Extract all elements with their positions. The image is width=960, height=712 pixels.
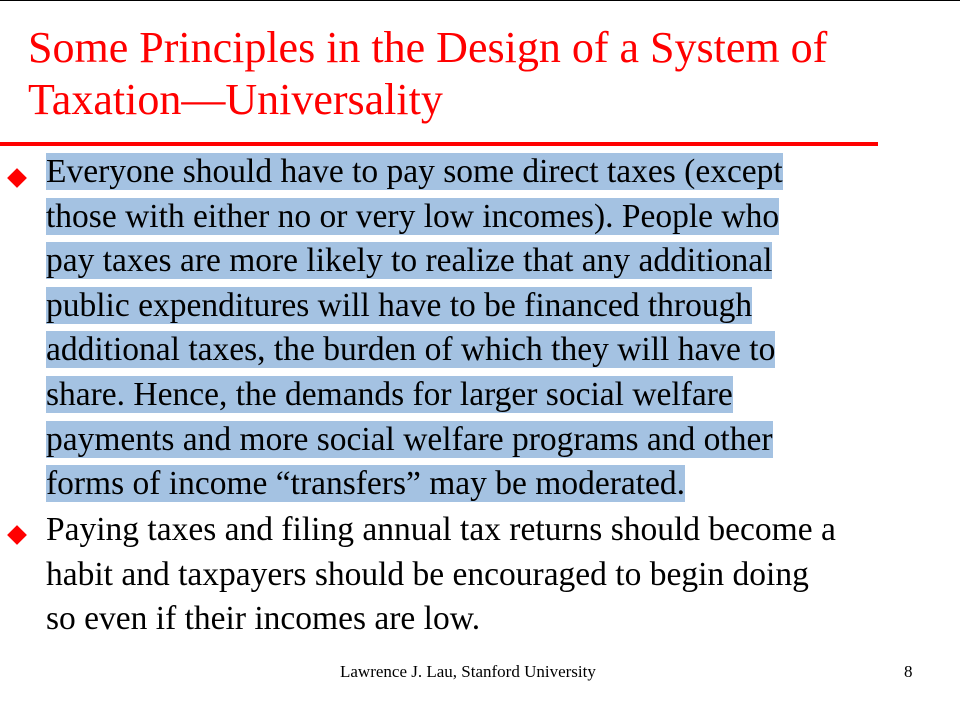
bullet-line xyxy=(46,373,906,418)
highlighted-text: additional taxes, the burden of which they will have to xyxy=(46,331,776,369)
bullet-line xyxy=(46,284,906,329)
highlighted-text: payments and more social welfare programs and other xyxy=(46,420,773,458)
highlighted-text: public expenditures will have to be financed through xyxy=(46,286,753,324)
title-underline-rule xyxy=(0,142,878,146)
bullet-text-universality xyxy=(46,150,906,507)
bullet-line: Paying taxes and filing annual tax returns should become a xyxy=(46,511,836,548)
slide-title: Some Principles in the Design of a System of Taxation—Universality xyxy=(28,23,828,124)
bullet-line xyxy=(46,195,906,240)
bullet-line xyxy=(46,462,906,507)
diamond-bullet-icon xyxy=(7,525,27,545)
bullet-line xyxy=(46,150,906,195)
slide-top-border xyxy=(0,0,960,1)
highlighted-text: pay taxes are more likely to realize that any additional xyxy=(46,242,773,280)
bullet-line xyxy=(46,328,906,373)
footer-author: Lawrence J. Lau, Stanford University xyxy=(340,662,596,681)
bullet-text-habit xyxy=(46,508,946,642)
highlighted-text: forms of income “transfers” may be moderated. xyxy=(46,465,686,503)
bullet-line: so even if their incomes are low. xyxy=(46,600,481,638)
bullet-line: habit and taxpayers should be encouraged to begin doing xyxy=(46,555,809,593)
highlighted-text: Everyone should have to pay some direct taxes (except xyxy=(46,153,783,190)
diamond-bullet-icon xyxy=(7,168,27,188)
highlighted-text: share. Hence, the demands for larger social welfare xyxy=(46,375,733,413)
page-number: 8 xyxy=(904,662,913,681)
highlighted-text: those with either no or very low incomes). People who xyxy=(46,197,780,235)
bullet-line xyxy=(46,418,906,463)
bullet-line xyxy=(46,239,906,284)
